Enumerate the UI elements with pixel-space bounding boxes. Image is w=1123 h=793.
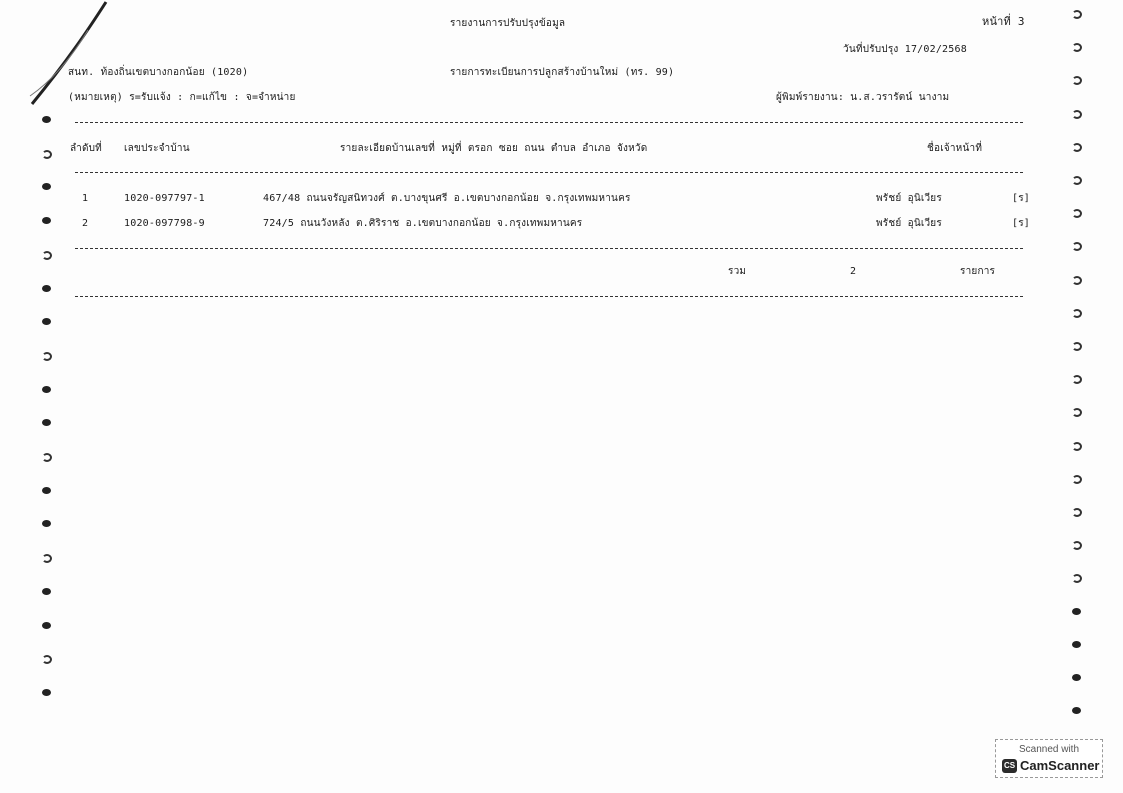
punch-hole-icon bbox=[1072, 342, 1082, 351]
camscanner-watermark bbox=[995, 739, 1103, 778]
punch-hole-icon bbox=[42, 150, 52, 159]
punch-hole-icon bbox=[42, 217, 51, 224]
punch-hole-icon bbox=[1072, 508, 1082, 517]
legend-note: (หมายเหตุ) ร=รับแจ้ง : ก=แก้ไข : จ=จำหน่าย bbox=[68, 92, 296, 103]
punch-hole-icon bbox=[42, 183, 51, 190]
punch-hole-icon bbox=[42, 487, 51, 494]
divider-line bbox=[75, 172, 1023, 173]
row-officer: พรัชย์ อุนิเวียร bbox=[876, 218, 942, 229]
punch-hole-icon bbox=[42, 251, 52, 260]
printed-by: ผู้พิมพ์รายงาน: น.ส.วรารัตน์ นางาม bbox=[776, 92, 950, 103]
update-date: วันที่ปรับปรุง 17/02/2568 bbox=[843, 44, 967, 55]
punch-hole-icon bbox=[42, 453, 52, 462]
punch-hole-icon bbox=[1072, 10, 1082, 19]
column-header-officer: ชื่อเจ้าหน้าที่ bbox=[927, 143, 983, 154]
summary-unit: รายการ bbox=[960, 266, 996, 277]
scanned-with-text: Scanned with bbox=[1018, 744, 1080, 755]
row-house-id: 1020-097797-1 bbox=[124, 193, 205, 204]
punch-hole-icon bbox=[42, 622, 51, 629]
row-code: [ร] bbox=[1012, 193, 1031, 204]
punch-hole-icon bbox=[1072, 408, 1082, 417]
punch-hole-icon bbox=[1072, 707, 1081, 714]
summary-count: 2 bbox=[850, 266, 857, 277]
punch-hole-icon bbox=[42, 689, 51, 696]
punch-hole-icon bbox=[1072, 574, 1082, 583]
punch-hole-icon bbox=[42, 285, 51, 292]
punch-hole-icon bbox=[1072, 242, 1082, 251]
punch-hole-icon bbox=[42, 318, 51, 325]
divider-line bbox=[75, 248, 1023, 249]
punch-hole-icon bbox=[42, 386, 51, 393]
divider-line bbox=[75, 122, 1023, 123]
column-header-detail: รายละเอียดบ้านเลขที่ หมู่ที่ ตรอก ซอย ถนน ตำบล อำเภอ จังหวัด bbox=[340, 143, 648, 154]
punch-hole-icon bbox=[1072, 674, 1081, 681]
page-number: หน้าที่ 3 bbox=[982, 15, 1025, 28]
row-officer: พรัชย์ อุนิเวียร bbox=[876, 193, 942, 204]
camscanner-logo-icon: CS bbox=[1002, 759, 1017, 773]
punch-hole-icon bbox=[1072, 76, 1082, 85]
punch-hole-icon bbox=[1072, 276, 1082, 285]
row-detail: 724/5 ถนนวังหลัง ต.ศิริราช อ.เขตบางกอกน้อย จ.กรุงเทพมหานคร bbox=[263, 218, 583, 229]
row-house-id: 1020-097798-9 bbox=[124, 218, 205, 229]
camscanner-brand: CamScanner bbox=[1020, 758, 1100, 773]
punch-hole-icon bbox=[1072, 475, 1082, 484]
punch-hole-icon bbox=[42, 655, 52, 664]
column-header-house-id: เลขประจำบ้าน bbox=[124, 143, 190, 154]
office-name: สนท. ท้องถิ่นเขตบางกอกน้อย (1020) bbox=[68, 67, 249, 78]
row-no: 1 bbox=[82, 193, 89, 204]
punch-hole-icon bbox=[1072, 608, 1081, 615]
punch-hole-icon bbox=[42, 419, 51, 426]
punch-hole-icon bbox=[42, 352, 52, 361]
punch-hole-icon bbox=[42, 116, 51, 123]
punch-hole-icon bbox=[1072, 209, 1082, 218]
punch-hole-icon bbox=[42, 588, 51, 595]
row-no: 2 bbox=[82, 218, 89, 229]
punch-hole-icon bbox=[1072, 442, 1082, 451]
punch-hole-icon bbox=[1072, 641, 1081, 648]
row-detail: 467/48 ถนนจรัญสนิทวงศ์ ต.บางขุนศรี อ.เขตบางกอกน้อย จ.กรุงเทพมหานคร bbox=[263, 193, 631, 204]
divider-line bbox=[75, 296, 1023, 297]
row-code: [ร] bbox=[1012, 218, 1031, 229]
punch-hole-icon bbox=[1072, 110, 1082, 119]
punch-hole-icon bbox=[42, 520, 51, 527]
punch-hole-icon bbox=[1072, 375, 1082, 384]
report-title: รายงานการปรับปรุงข้อมูล bbox=[450, 18, 566, 29]
punch-hole-icon bbox=[1072, 43, 1082, 52]
punch-hole-icon bbox=[1072, 143, 1082, 152]
summary-label: รวม bbox=[728, 266, 747, 277]
punch-hole-icon bbox=[1072, 541, 1082, 550]
punch-hole-icon bbox=[1072, 309, 1082, 318]
list-name: รายการทะเบียนการปลูกสร้างบ้านใหม่ (ทร. 99) bbox=[450, 67, 675, 78]
punch-hole-icon bbox=[1072, 176, 1082, 185]
column-header-no: ลำดับที่ bbox=[70, 143, 102, 154]
punch-hole-icon bbox=[42, 554, 52, 563]
